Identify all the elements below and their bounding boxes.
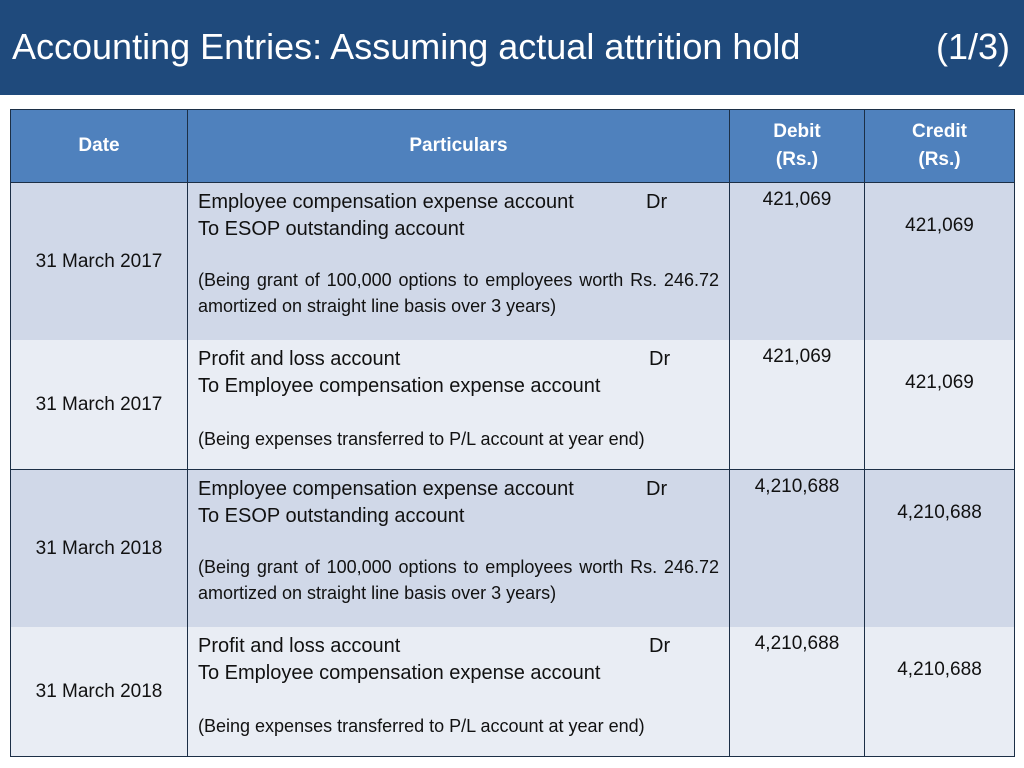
credit-account: To ESOP outstanding account [198, 218, 465, 240]
table-row [11, 340, 1015, 470]
narration: (Being grant of 100,000 options to employees worth Rs. 246.72 amortized on straight line basis over 3 years) [198, 270, 719, 316]
credit-header [865, 110, 1015, 183]
entry-date: 31 March 2018 [11, 627, 188, 757]
entry-date: 31 March 2018 [11, 470, 188, 628]
page-indicator: (1/3) [935, 26, 1010, 67]
debit-cell [730, 183, 865, 341]
debit-header-line1: Debit [773, 121, 821, 142]
dr-marker: Dr [646, 191, 668, 213]
dr-marker: Dr [649, 348, 671, 370]
debit-account: Employee compensation expense account [198, 191, 574, 213]
title-bar [0, 0, 1024, 95]
dr-marker: Dr [649, 635, 671, 657]
debit-account-line [198, 633, 719, 660]
debit-cell [730, 627, 865, 757]
credit-amount: 421,069 [905, 215, 974, 236]
journal-entries-table [10, 109, 1015, 757]
debit-amount: 421,069 [762, 189, 832, 210]
credit-account: To Employee compensation expense account [198, 662, 601, 684]
debit-account-line [198, 189, 719, 216]
debit-amount: 4,210,688 [754, 476, 840, 497]
debit-amount: 421,069 [762, 346, 832, 367]
table-row [11, 183, 1015, 341]
credit-amount: 4,210,688 [897, 659, 982, 680]
credit-cell [865, 340, 1015, 470]
particulars-header: Particulars [188, 110, 730, 183]
entry-date: 31 March 2017 [11, 183, 188, 341]
table-row [11, 627, 1015, 757]
debit-account-line [198, 476, 719, 503]
credit-amount: 4,210,688 [897, 502, 982, 523]
debit-cell [730, 340, 865, 470]
credit-account: To Employee compensation expense account [198, 375, 601, 397]
table-header-row [11, 110, 1015, 183]
credit-header-line1: Credit [912, 121, 967, 142]
debit-account-line [198, 346, 719, 373]
credit-cell [865, 627, 1015, 757]
debit-cell [730, 470, 865, 628]
table-row [11, 470, 1015, 628]
credit-account: To ESOP outstanding account [198, 505, 465, 527]
date-header: Date [11, 110, 188, 183]
entry-particulars [188, 470, 730, 628]
debit-account: Profit and loss account [198, 635, 401, 657]
entry-date: 31 March 2017 [11, 340, 188, 470]
debit-account: Profit and loss account [198, 348, 401, 370]
narration: (Being expenses transferred to P/L account at year end) [198, 716, 645, 736]
slide-title: Accounting Entries: Assuming actual attrition hold [12, 26, 801, 67]
credit-cell [865, 183, 1015, 341]
debit-header [730, 110, 865, 183]
credit-cell [865, 470, 1015, 628]
entry-particulars [188, 627, 730, 757]
debit-header-line2: (Rs.) [775, 149, 819, 170]
credit-header-line2: (Rs.) [918, 149, 961, 170]
dr-marker: Dr [646, 478, 668, 500]
credit-amount: 421,069 [905, 372, 974, 393]
narration: (Being grant of 100,000 options to employees worth Rs. 246.72 amortized on straight line basis over 3 years) [198, 557, 719, 603]
entry-particulars [188, 183, 730, 341]
entry-particulars [188, 340, 730, 470]
narration: (Being expenses transferred to P/L account at year end) [198, 429, 645, 449]
debit-amount: 4,210,688 [754, 633, 840, 654]
debit-account: Employee compensation expense account [198, 478, 574, 500]
